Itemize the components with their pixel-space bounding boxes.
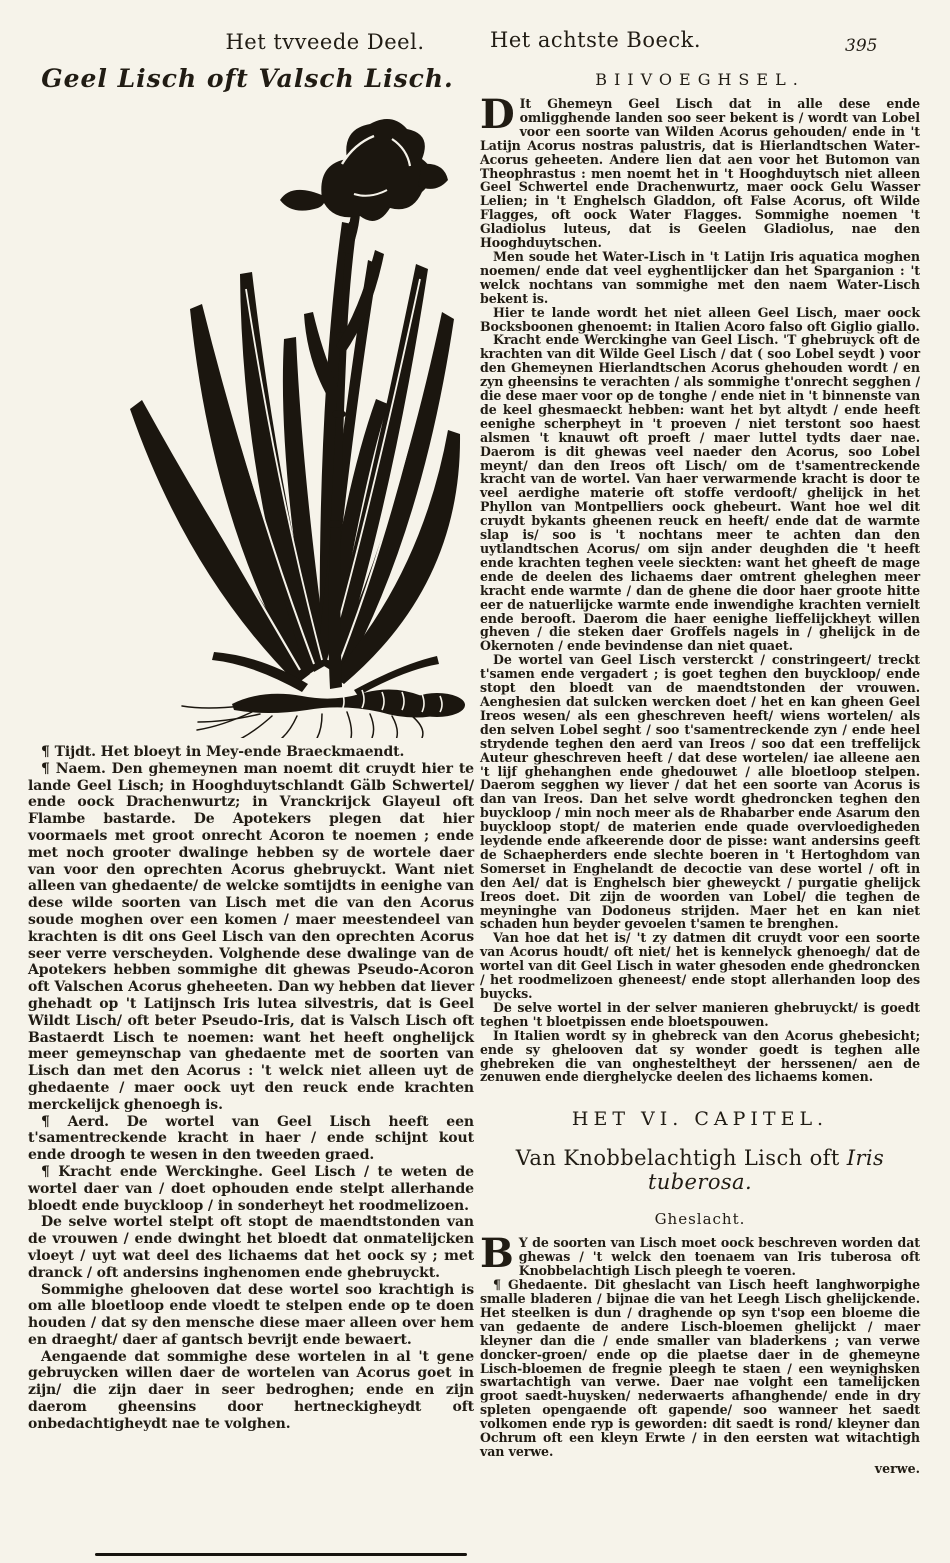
right-column xyxy=(480,70,920,1476)
drop-cap-b: B xyxy=(480,1230,514,1278)
chapter-subtitle-latin: Iris tuberosa. xyxy=(647,1146,885,1195)
paragraph-ghedaente: ¶ Ghedaente. Dit gheslacht van Lisch heeft langhworpighe smalle bladeren / bijnae die van het Leegh Lisch ghelijckende. Het steelken is dun / draghende op syn t'sop een bloeme die van gedaente de andere Lisch-bloemen ghelijckt / maer kleyner dan die / ende smaller van bladerkens ; van verwe doncker-groen/ ende op die plaetse daer in de ghemeyne Lisch-bloemen de fregnie pleegh te staen / een weynighsken swartachtigh van verwe. Daer nae volght een tamelijcken groot saedt-huysken/ nederwaerts afhanghende/ ende in dry spleten opengaende oft gapende/ soo wanneer het saedt volkomen ende ryp is geworden: dit saedt is rond/ kleyner dan Ochrum oft een kleyn Erwte / in den eersten wat witachtigh van verwe. xyxy=(480,1277,920,1459)
paragraph-tijdt: ¶ Tijdt. Het bloeyt in Mey-ende Braeckmaendt. xyxy=(41,744,405,760)
paragraph-water-lisch: Men soude het Water-Lisch in 't Latijn Iris aquatica moghen noemen/ ende dat veel eyghentlijcker dan het Sparganion : 't welck nochtans van sommighe met den naem Water-Lisch bekent is. xyxy=(480,248,920,306)
paragraph-in-italien: In Italien wordt sy in ghebreck van den Acorus ghebesicht; ende sy ghelooven dat sy wonder goedt is teghen alle ghebreken die van onghesteltheyt der herssenen/ aen de zenuwen ende dierghelycke deelen des lichaems komen. xyxy=(480,1027,920,1085)
paragraph-text: Y de soorten van Lisch moet oock beschreven worden dat ghewas / 't welck den toenaem van Iris tuberosa oft Knobbelachtigh Lisch pleegh te voeren. xyxy=(518,1235,920,1279)
section-heading-biivoeghsel: BIIVOEGHSEL. xyxy=(595,70,805,89)
paragraph-wortel-versterckt: De wortel van Geel Lisch versterckt / constringeert/ treckt t'samen ende vergadert ; is goet teghen den buyckloop/ ende stopt den bloedt van de maendtstonden der vrouwen. Aenghesien dat sulcken wercken doet / het en kan gheen Geel Ireos wesen/ als een gheschreven heeft/ wiens wortelen/ als den selven Lobel seght / soo t'samentreckende zyn / ende heel strydende teghen den aerd van Ireos / soo dat een treffelijck Auteur gheschreven heeft / dat dese wortelen/ iae alleene aen 't lijf ghehanghen ende ghedouwet / alle bloetloop stelpen. Daerom segghen wy liever / dat het een soorte van Acorus is dan van Ireos. Dan het selve wordt ghedroncken teghen den buyckloop / min noch meer als de Rhabarber ende Asarum den buyckloop stopt/ de materien ende quade overvloedigheden leydende ende afkeerende door de pisse: want andersins geeft de Schaepherders ende slechte boeren in 't Hertoghdom van Somerset in Enghelandt de decoctie van dese wortel / oft in den Ael/ dat is Enghelsch bier gheweyckt / purgatie ghelijck Ireos doet. Dit zijn de woorden van Lobel/ die teghen de meyninghe van Dodoneus strijden. Maer het en kan niet schaden hun beyder gevoelen t'samen te brenghen. xyxy=(480,652,920,932)
paragraph-kracht-werckinghe: ¶ Kracht ende Werckinghe. Geel Lisch / te weten de wortel daer van / doet ophouden ende stelpt allerhande bloedt ende buyckloop / in sonderheyt het roodmelizoen. xyxy=(28,1163,474,1214)
scan-artifact-line xyxy=(95,1553,467,1556)
paragraph-aerd: ¶ Aerd. De wortel van Geel Lisch heeft een t'samentreckende kracht in haer / ende schijnt kout ende droogh te wesen in den tweeden graed. xyxy=(28,1113,474,1164)
paragraph-text: It Ghemeyn Geel Lisch dat in alle dese ende omligghende landen soo seer bekent is / wordt van Lobel voor een soorte van Wilden Acorus gehouden/ ende in 't Latijn Acorus nostras palustris, dat is Hierlandtschen Water-Acorus geheeten. Andere lien dat aen voor het Butomon van Theophrastus : men noemt het in 't Hooghduytsch niet alleen Geel Schwertel ende Drachenwurtz, maer oock Gelu Wasser Lelien; in 't Enghelsch Gladdon, oft False Acorus, oft Wilde Flagges, oft oock Water Flagges. Sommighe noemen 't Gladiolus luteus, dat is Geelen Gladiolus, nae den Hooghduytschen. xyxy=(480,96,920,251)
subsection-heading-gheslacht: Gheslacht. xyxy=(654,1210,746,1229)
paragraph-ghemeyn-geel-lisch xyxy=(480,91,920,251)
paragraph-by-de-soorten xyxy=(480,1230,920,1279)
plant-title: Geel Lisch oft Valsch Lisch. xyxy=(41,64,454,93)
paragraph-sommighe-ghelooven: Sommighe ghelooven dat dese wortel soo krachtigh is om alle bloetloop ende vloedt te stelpen ende op te doen houden / dat sy den mensche diese maer alleen over hem en draeght/ daer af gantsch bevrijt ende bewaert. xyxy=(28,1281,474,1348)
paragraph-aengaende: Aengaende dat sommighe dese wortelen in al 't gene gebruycken willen daer de wortelen van Acorus goet in zijn/ die zijn daer in seer bedroghen; ende en zijn daerom gheensins door hertneckigheydt oft onbedachtigheydt nae te volghen. xyxy=(28,1348,474,1432)
drop-cap-d: D xyxy=(480,91,515,138)
paragraph-van-hoe-dat: Van hoe dat het is/ 't zy datmen dit cruydt voor een soorte van Acorus houdt/ oft niet/ het is kennelyck ghenoegh/ dat de wortel van dit Geel Lisch in water ghesoden ende ghedroncken / het roodmelizoen gheneest/ ende stopt allerhanden loop des buycks. xyxy=(480,930,920,1001)
paragraph-kracht-geel-lisch: Kracht ende Werckinghe van Geel Lisch. 'T ghebruyck oft de krachten van dit Wilde Geel Lisch / dat ( soo Lobel seydt ) voor den Ghemeynen Hierlandtschen Acorus ghehouden wordt / en zyn gheensins te verachten / als sommighe t'onrecht segghen / die dese maer voor op de tonghe / ende niet in 't binnenste van de keel ghesmaeckt hebben: want het byt altydt / ende heeft eenighe scherpheyt in 't proeven / niet terstont soo haest alsmen 't knauwt oft proeft / maer luttel tydts daer nae. Daerom is dit ghewas veel naeder den Acorus, soo Lobel meynt/ dan den Ireos oft Lisch/ om de t'samentreckende kracht van de wortel. Van haer verwarmende kracht is door te veel aerdighe materie oft stoffe verdooft/ ghelijck in het Phyllon van Montpelliers oock ghebeurt. Want hoe wel dit cruydt bykants gheenen reuck en heeft/ ende dat de warmte slap is/ soo is 't nochtans meer te achten dan den uytlandtschen Acorus/ om sijn ander deughden die 't heeft ende krachten teghen veele sieckten: want het gheeft de mage ende de deelen des lichaems daer omtrent gheleghen meer kracht ende warmte / dan de ghene die door haer groote hitte eer de natuerlijcke warmte ende inwendighe krachten vernielt ende berooft. Daerom die haer eenighe lieffelijckheyt willen gheven / die steken daer Groffels nagels in / ghelijck in de Okernoten / ende bevindense dan niet quaet. xyxy=(480,332,920,654)
iris-woodcut-svg xyxy=(92,104,474,738)
left-column-text xyxy=(28,744,474,1433)
paragraph-selve-wortel-manieren: De selve wortel in der selver manieren ghebruyckt/ is goedt teghen 't bloetpissen ende bloetspouwen. xyxy=(480,999,920,1029)
header-left-title: Het tvveede Deel. xyxy=(225,30,425,54)
catchword: verwe. xyxy=(874,1460,920,1476)
chapter-subtitle xyxy=(480,1146,920,1194)
iris-plant-illustration xyxy=(92,104,474,738)
header-right-title: Het achtste Boeck. xyxy=(490,28,702,52)
chapter-heading: HET VI. CAPITEL. xyxy=(571,1108,829,1131)
paragraph-naem: ¶ Naem. Den ghemeynen man noemt dit cruydt hier te lande Geel Lisch; in Hooghduytschlandt Gälb Schwertel/ ende oock Drachenwurtz; in Vranckrijck Glayeul oft Flambe bastarde. De Apotekers plegen dat hier voormaels met groot onrecht Acoron te noemen ; ende met noch grooter dwalinge hebben sy de wortele daer van voor den oprechten Acorus ghebruyckt. Want niet alleen van ghedaente/ de welcke somtijdts in eenighe van dese wilde soorten van Lisch met die van den Acorus soude moghen over een komen / maer meestendeel van krachten is dit ons Geel Lisch van den oprechten Acorus seer verre verscheyden. Volghende dese dwalinge van de Apotekers hebben sommighe dit ghewas Pseudo-Acoron oft Valschen Acorus gheheeten. Dan wy hebben dat liever ghehadt op 't Latijnsch Iris lutea silvestris, dat is Geel Wildt Lisch/ oft beter Pseudo-Iris, dat is Valsch Lisch oft Bastaerdt Lisch te noemen: want het heeft onghelijck meer gemeynschap van ghedaente met de soorten van Lisch dan met den Acorus : 't welck niet alleen uyt de ghedaente / maer oock uyt den reuck ende krachten merckelijck ghenoegh is. xyxy=(28,760,474,1113)
page-number: 395 xyxy=(845,36,878,56)
paragraph-hier-te-lande: Hier te lande wordt het niet alleen Geel Lisch, maer oock Bocksboonen ghenoemt: in Italien Acoro falso oft Giglio giallo. xyxy=(480,304,920,334)
paragraph-selve-wortel: De selve wortel stelpt oft stopt de maendtstonden van de vrouwen / ende dwinght het bloedt dat onmatelijcken vloeyt / uyt wat deel des lichaems dat het oock sy ; met dranck / oft andersins inghenomen ende ghebruyckt. xyxy=(28,1214,474,1281)
chapter-subtitle-roman: Van Knobbelachtigh Lisch oft xyxy=(515,1146,847,1171)
